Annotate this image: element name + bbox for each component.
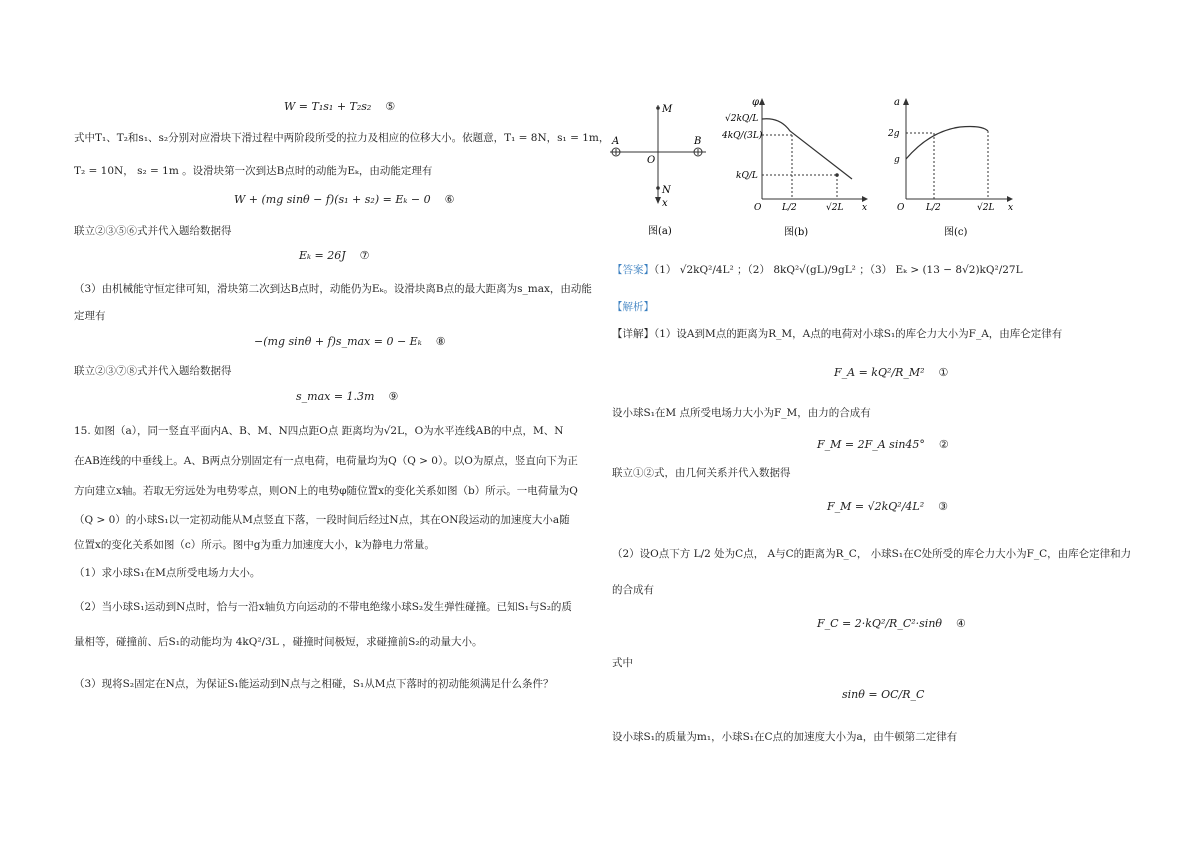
tick-y1: √2kQ/L xyxy=(725,114,759,124)
equation-6: W + (mg sinθ − f)(s₁ + s₂) = Eₖ − 0 ⑥ xyxy=(234,193,455,206)
equation-4: F_C = 2·kQ²/R_C²·sinθ ④ xyxy=(817,617,966,630)
tick-x2: √2L xyxy=(826,203,844,213)
label-n: N xyxy=(662,185,671,196)
question-15-text: 位置x的变化关系如图（c）所示。图中g为重力加速度大小，k为静电力常量。 xyxy=(74,539,435,551)
figure-a xyxy=(610,100,710,240)
caption-a: 图(a) xyxy=(648,226,672,237)
question-15-text: 在AB连线的中垂线上。A、B两点分别固定有一点电荷，电荷量均为Q（Q > 0）。以O为原点，竖直向下为正 xyxy=(74,455,578,467)
question-15-text: （Q > 0）的小球S₁以一定初动能从M点竖直下落，一段时间后经过N点，其在ON段运动的加速度大小a随 xyxy=(74,514,570,526)
equation-2: F_M = 2F_A sin45° ② xyxy=(817,438,949,451)
label-a: A xyxy=(612,136,620,147)
paragraph: （3）由机械能守恒定律可知，滑块第二次到达B点时，动能仍为Eₖ。设滑块离B点的最大距离为s_max，由动能 xyxy=(74,283,592,295)
equation-9: s_max = 1.3m ⑨ xyxy=(296,390,399,403)
equation-3: F_M = √2kQ²/4L² ③ xyxy=(827,500,949,513)
caption-b: 图(b) xyxy=(784,227,809,238)
answer-tag: 【答案】 xyxy=(612,264,654,276)
paragraph: 联立②③⑤⑥式并代入题给数据得 xyxy=(74,225,232,237)
paragraph: 设小球S₁在M 点所受电场力大小为F_M，由力的合成有 xyxy=(612,407,871,419)
tick-y2: 4kQ/(3L) xyxy=(722,131,763,141)
axis-x: x xyxy=(862,203,868,213)
label-b: B xyxy=(694,136,702,147)
tick-x1: L/2 xyxy=(782,203,797,213)
label-m: M xyxy=(662,104,673,115)
equation-sin: sinθ = OC/R_C xyxy=(842,688,925,701)
paragraph: 定理有 xyxy=(74,310,106,322)
paragraph: T₂ = 10N， s₂ = 1m 。设滑块第一次到达B点时的动能为Eₖ，由动能定理有 xyxy=(74,165,433,177)
paragraph: 联立①②式，由几何关系并代入数据得 xyxy=(612,467,791,479)
sub-question-2: （2）当小球S₁运动到N点时，恰与一沿x轴负方向运动的不带电绝缘小球S₂发生弹性碰撞。已知S₁与S₂的质 xyxy=(74,601,572,613)
equation-7: Eₖ = 26J ⑦ xyxy=(299,249,370,262)
sub-question-1: （1）求小球S₁在M点所受电场力大小。 xyxy=(74,567,261,579)
label-o: O xyxy=(647,155,656,166)
equation-8: −(mg sinθ + f)s_max = 0 − Eₖ ⑧ xyxy=(254,335,446,348)
sub-question-3: （3）现将S₂固定在N点，为保证S₁能运动到N点与之相碰，S₁从M点下落时的初动能须满足什么条件？ xyxy=(74,678,554,690)
origin-o: O xyxy=(897,203,905,213)
label-x: x xyxy=(662,198,668,209)
paragraph: 式中 xyxy=(612,657,633,669)
equation-1: F_A = kQ²/R_M² ① xyxy=(834,366,949,379)
caption-c: 图(c) xyxy=(944,227,968,238)
tick-x2: √2L xyxy=(977,203,995,213)
paragraph: 联立②③⑦⑧式并代入题给数据得 xyxy=(74,365,232,377)
tick-g: g xyxy=(894,155,900,165)
analysis-tag: 【解析】 xyxy=(612,301,654,313)
tick-2g: 2g xyxy=(888,129,900,139)
axis-phi: φ xyxy=(752,97,760,108)
question-15-text: 方向建立x轴。若取无穷远处为电势零点，则ON上的电势φ随位置x的变化关系如图（b）所示。一电荷量为Q xyxy=(74,485,578,497)
sub-question-2: 量相等，碰撞前、后S₁的动能均为 4kQ²/3L ，碰撞时间极短，求碰撞前S₂的动量大小。 xyxy=(74,636,483,648)
answer-line: 【答案】（1） √2kQ²/4L² ；（2） 8kQ²√(gL)/9gL² ；（3） Eₖ > (13 − 8√2)kQ²/27L xyxy=(612,264,1023,276)
equation-5: W = T₁s₁ + T₂s₂ ⑤ xyxy=(284,100,396,113)
paragraph: 【详解】（1）设A到M点的距离为R_M，A点的电荷对小球S₁的库仑力大小为F_A，由库仑定律有 xyxy=(612,328,1063,340)
figure-c xyxy=(882,95,1022,240)
paragraph: 的合成有 xyxy=(612,584,654,596)
paragraph: 设小球S₁的质量为m₁，小球S₁在C点的加速度大小为a，由牛顿第二定律有 xyxy=(612,731,958,743)
question-15-text: 15. 如图（a），同一竖直平面内A、B、M、N四点距O点 距离均为√2L，O为水平连线AB的中点，M、N xyxy=(74,425,564,437)
paragraph: （2）设O点下方 L/2 处为C点， A与C的距离为R_C， 小球S₁在C处所受的库仑力大小为F_C，由库仑定律和力 xyxy=(612,548,1132,560)
figure-b xyxy=(722,95,872,240)
paragraph: 式中T₁、T₂和s₁、s₂分别对应滑块下滑过程中两阶段所受的拉力及相应的位移大小。依题意，T₁ = 8N，s₁ = 1m， xyxy=(74,132,610,144)
tick-x1: L/2 xyxy=(926,203,941,213)
tick-y3: kQ/L xyxy=(736,171,758,181)
origin-o: O xyxy=(754,203,762,213)
axis-x: x xyxy=(1008,203,1014,213)
axis-a: a xyxy=(894,97,900,108)
